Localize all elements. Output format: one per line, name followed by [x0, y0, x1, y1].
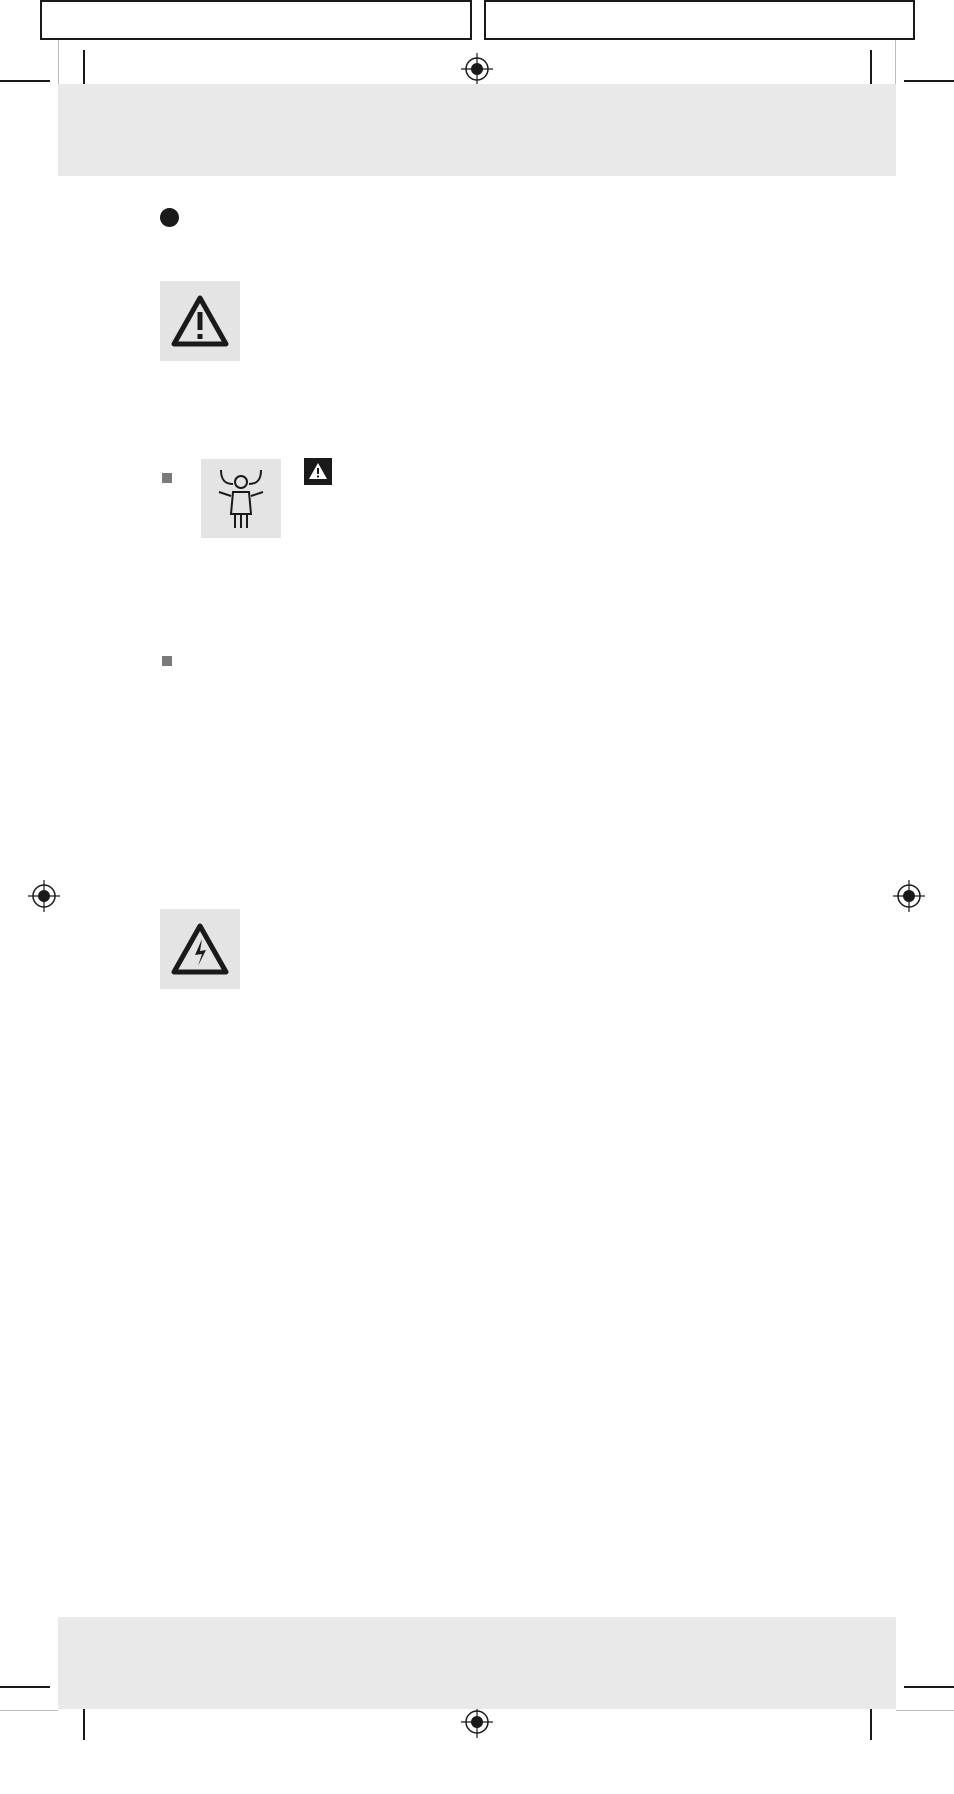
grayscale-calibration-strip: [40, 0, 472, 40]
warning-mini-icon: [304, 458, 332, 485]
child-warning-icon-box: [201, 459, 281, 538]
crop-mark: [0, 1686, 50, 1688]
trim-line: [895, 40, 896, 85]
warning-triangle-icon: [171, 295, 229, 347]
registration-mark-icon: [893, 880, 925, 912]
bullet-dot-icon: [160, 208, 179, 227]
header-band: [58, 84, 896, 176]
electric-shock-icon: [171, 923, 229, 975]
section-heading: [160, 208, 197, 227]
footer-band: [58, 1617, 896, 1709]
registration-mark-icon: [461, 1706, 493, 1738]
trim-line: [58, 40, 59, 85]
list-bullet: [162, 473, 172, 483]
crop-mark: [0, 80, 50, 82]
warning-heading-block: [304, 458, 804, 489]
child-strangling-icon: [211, 466, 271, 532]
trim-line: [896, 1710, 954, 1711]
crop-mark: [904, 1686, 954, 1688]
list-bullet: [162, 656, 172, 666]
trim-line: [0, 1710, 58, 1711]
page-number: [156, 1636, 174, 1658]
color-calibration-strip: [484, 0, 915, 40]
electric-warning-icon-box: [160, 909, 240, 989]
warning-icon-box: [160, 281, 240, 361]
registration-mark-icon: [461, 53, 493, 85]
registration-mark-icon: [28, 880, 60, 912]
crop-mark: [904, 80, 954, 82]
